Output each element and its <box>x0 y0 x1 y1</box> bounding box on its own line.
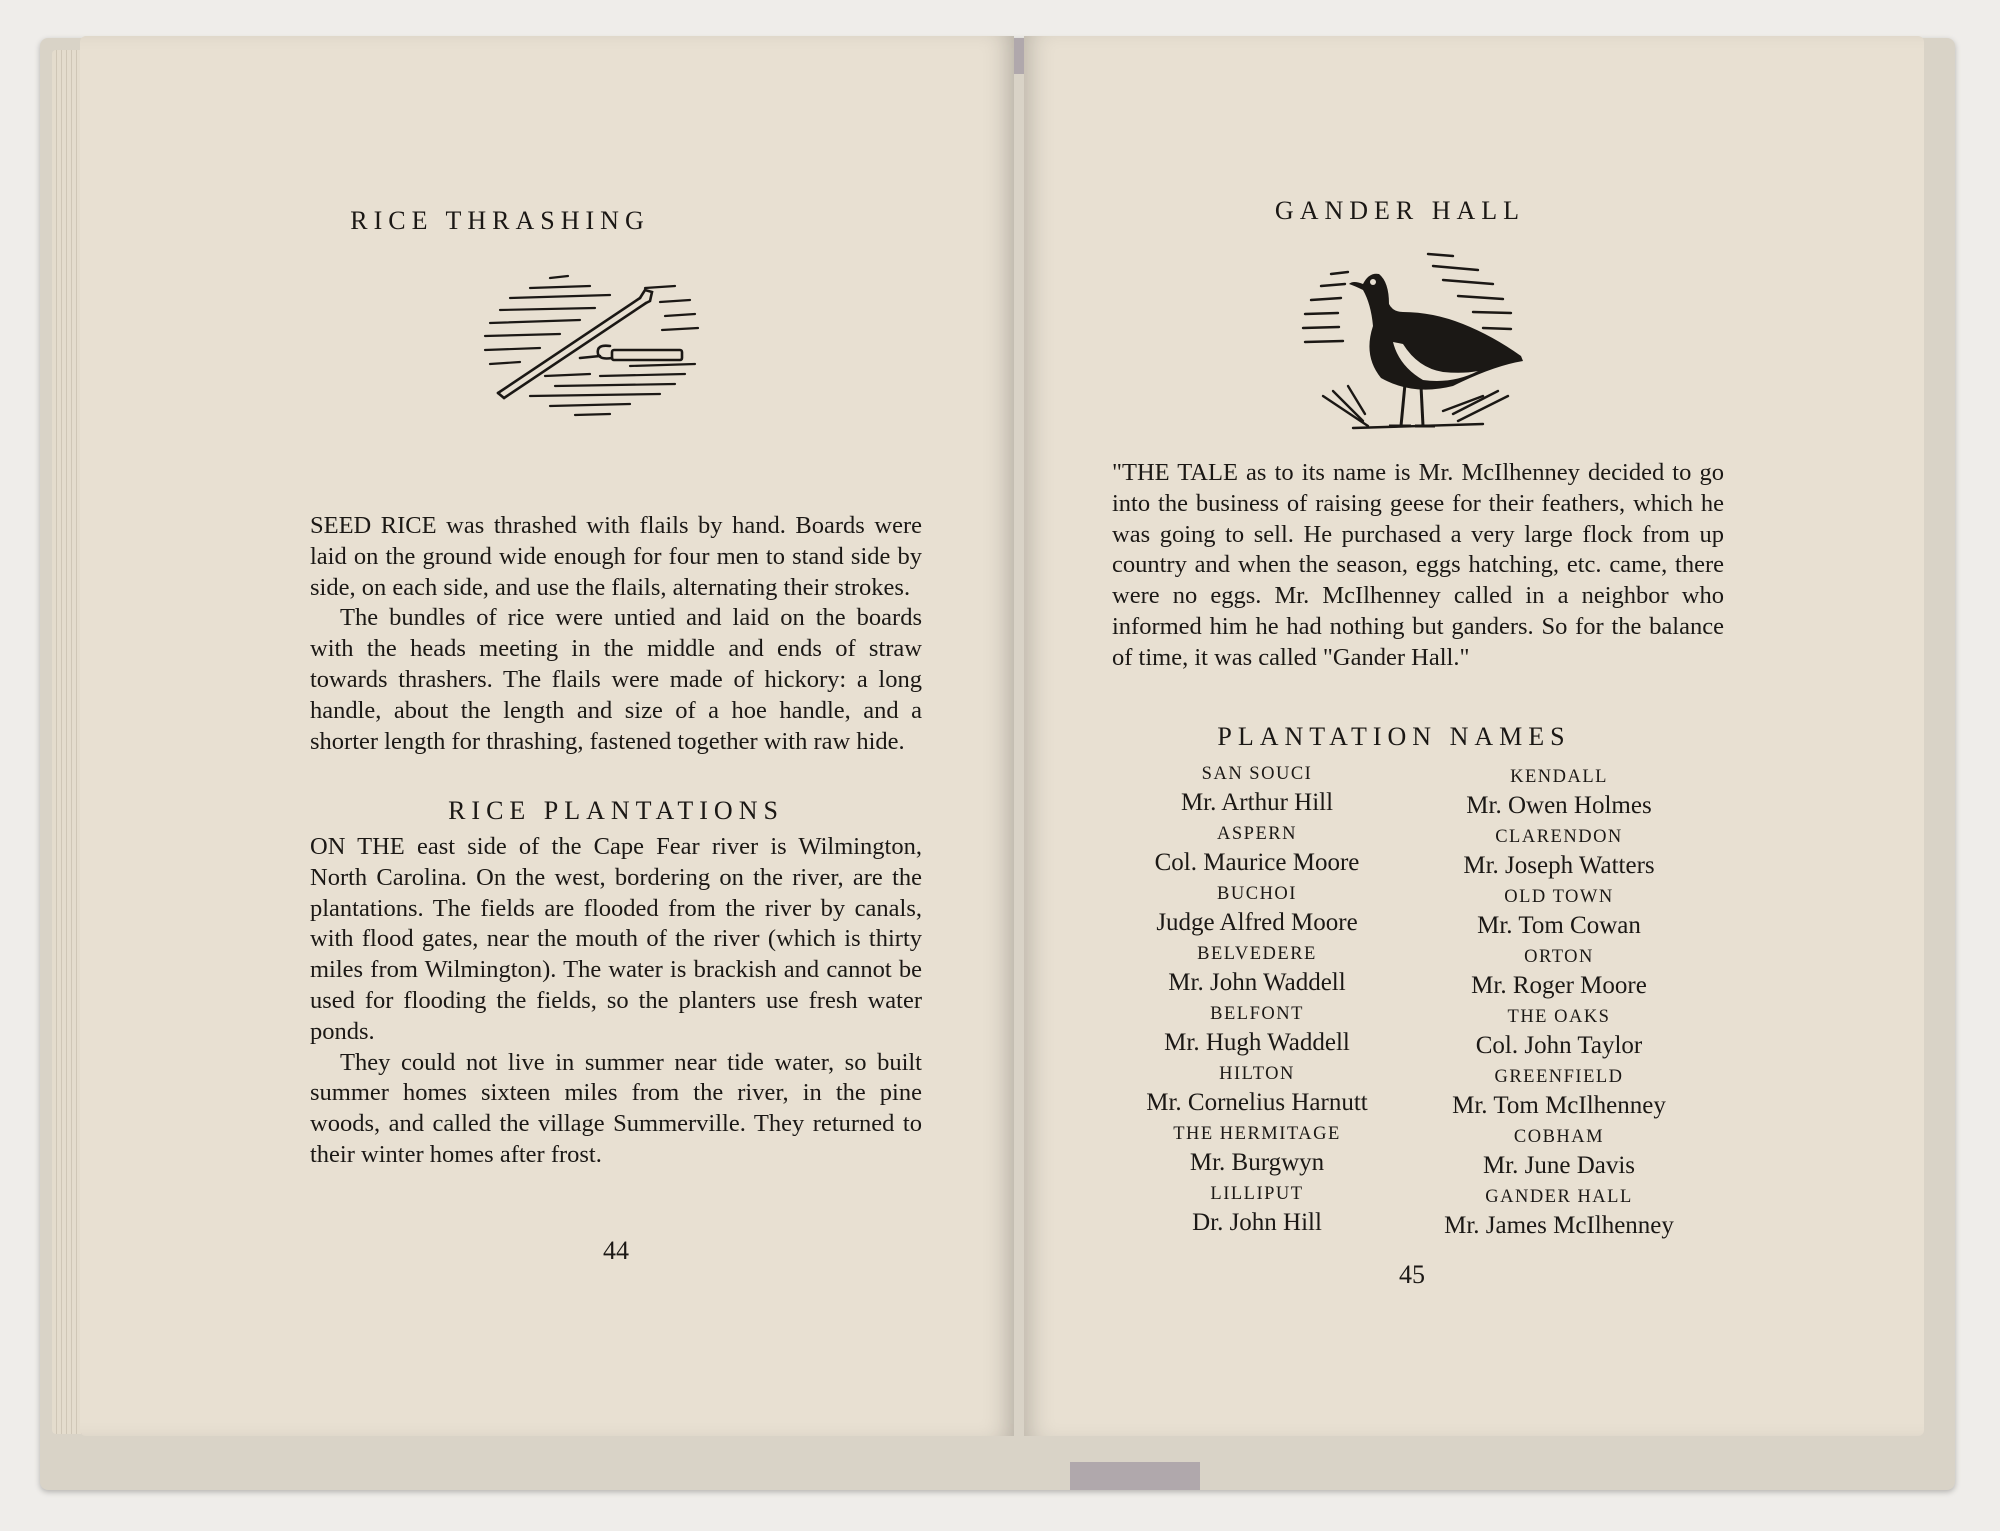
estate-name: COBHAM <box>1513 1127 1605 1147</box>
estate-name: THE HERMITAGE <box>1173 1124 1341 1144</box>
owner-name: Col. Maurice Moore <box>1154 849 1360 876</box>
owner-name: Dr. John Hill <box>1192 1209 1322 1236</box>
estate-name: LILLIPUT <box>1210 1184 1304 1204</box>
owner-name: Mr. James McIlhenney <box>1444 1212 1674 1239</box>
owner-name: Mr. Arthur Hill <box>1180 789 1334 816</box>
estate-name: HILTON <box>1219 1064 1295 1084</box>
owner-name: Mr. Roger Moore <box>1471 972 1647 999</box>
left-page <box>80 36 1014 1436</box>
paragraph: "THE TALE as to its name is Mr. McIlhenney decided to go into the business of raising geese for their feathers, which he was going to sell. He purchased a very large flock from up country and when the season, eggs hatching, etc. came, there were no eggs. Mr. McIlhenney called in a neighbor who informed him he had nothing but ganders. So for the balance of time, it was called "Gander Hall." <box>1112 459 1724 671</box>
estate-name: KENDALL <box>1510 767 1608 787</box>
page-heading-gander-hall: GANDER HALL <box>1274 196 1526 225</box>
estate-name: GANDER HALL <box>1485 1187 1633 1207</box>
plantation-names-right-column <box>1414 765 1704 1245</box>
rice-thrashing-text <box>310 511 922 757</box>
owner-name: Judge Alfred Moore <box>1156 909 1358 936</box>
estate-name: BELVEDERE <box>1197 944 1317 964</box>
estate-name: BUCHOI <box>1217 884 1297 904</box>
paragraph: They could not live in summer near tide water, so built summer homes sixteen miles from the river, in the pine woods, and called the village Summerville. They returned to their winter homes after frost. <box>310 1048 922 1168</box>
rice-plantations-text <box>310 832 922 1171</box>
estate-name: BELFONT <box>1210 1004 1304 1024</box>
owner-name: Col. John Taylor <box>1475 1032 1643 1059</box>
owner-name: Mr. June Davis <box>1482 1152 1636 1179</box>
owner-name: Mr. Joseph Watters <box>1463 852 1655 879</box>
paragraph: SEED RICE was thrashed with flails by hand. Boards were laid on the ground wide enough for four men to stand side by side, on each side, and use the flails, alternating their strokes. <box>310 512 922 601</box>
page-number: 44 <box>603 1236 629 1265</box>
plantation-names-left-column <box>1102 762 1412 1242</box>
subheading-plantation-names: PLANTATION NAMES <box>1217 722 1571 751</box>
right-page <box>1024 36 1924 1436</box>
goose-woodcut-icon <box>1293 246 1533 436</box>
owner-name: Mr. Burgwyn <box>1189 1149 1325 1176</box>
owner-name: Mr. Owen Holmes <box>1466 792 1652 819</box>
owner-name: Mr. Tom Cowan <box>1477 912 1641 939</box>
spine-tape-bottom <box>1070 1462 1200 1490</box>
estate-name: GREENFIELD <box>1494 1067 1624 1087</box>
page-number: 45 <box>1399 1260 1425 1289</box>
estate-name: CLARENDON <box>1495 827 1623 847</box>
estate-name: ORTON <box>1524 947 1594 967</box>
gander-hall-text <box>1112 458 1724 674</box>
estate-name: THE OAKS <box>1507 1007 1611 1027</box>
estate-name: OLD TOWN <box>1504 887 1614 907</box>
flail-woodcut-icon <box>480 268 748 418</box>
subheading-rice-plantations: RICE PLANTATIONS <box>448 796 784 825</box>
estate-name: ASPERN <box>1217 824 1297 844</box>
paragraph: The bundles of rice were untied and laid on the boards with the heads meeting in the middle and ends of straw towards thrashers. The flails were made of hickory: a long handle, about the length and size of a hoe handle, and a shorter length for thrashing, fastened together with raw hide. <box>310 604 922 755</box>
owner-name: Mr. Tom McIlhenney <box>1452 1092 1666 1119</box>
owner-name: Mr. John Waddell <box>1168 969 1346 996</box>
owner-name: Mr. Hugh Waddell <box>1164 1029 1350 1056</box>
estate-name: SAN SOUCI <box>1201 764 1313 784</box>
paragraph: ON THE east side of the Cape Fear river is Wilmington, North Carolina. On the west, bordering on the river, are the plantations. The fields are flooded from the river by canals, with flood gates, near the mouth of the river (which is thirty miles from Wilmington). The water is brackish and cannot be used for flooding the fields, so the planters use fresh water ponds. <box>310 833 922 1045</box>
page-heading-rice-thrashing: RICE THRASHING <box>350 206 650 235</box>
owner-name: Mr. Cornelius Harnutt <box>1146 1089 1368 1116</box>
